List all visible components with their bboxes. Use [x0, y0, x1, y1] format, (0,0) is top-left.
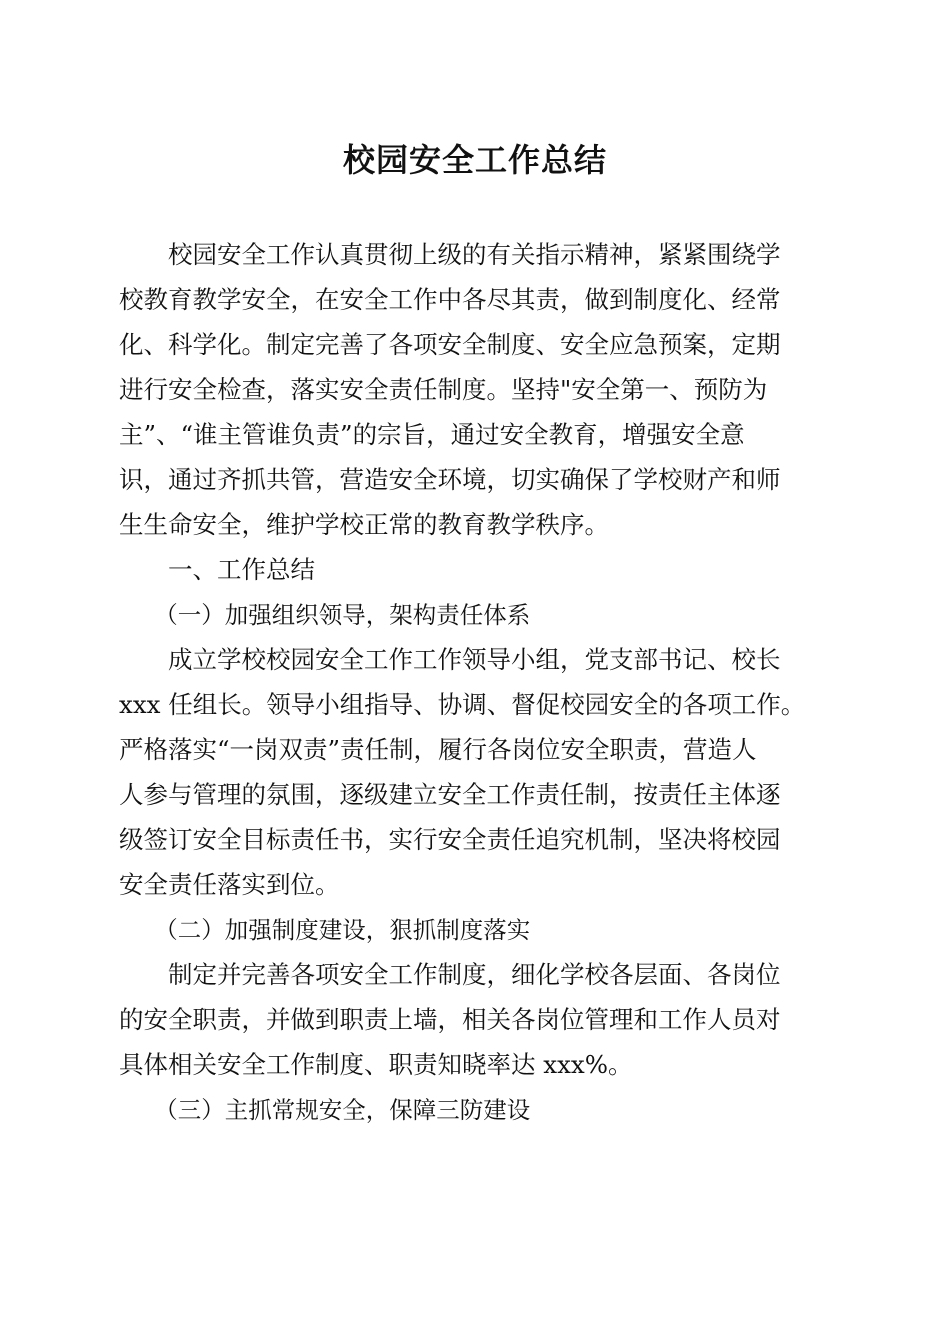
paragraph-line: 安全责任落实到位。	[119, 870, 340, 899]
subsection-heading: （三）主抓常规安全，保障三防建设	[119, 1096, 531, 1124]
section-heading: 一、工作总结	[119, 555, 315, 584]
paragraph-line: 化、科学化。制定完善了各项安全制度、安全应急预案，定期	[119, 330, 781, 359]
paragraph-line: 进行安全检查，落实安全责任制度。坚持"安全第一、预防为	[119, 375, 768, 404]
paragraph-line: 校园安全工作认真贯彻上级的有关指示精神，紧紧围绕学	[119, 240, 781, 269]
paragraph-line: 级签订安全目标责任书，实行安全责任追究机制，坚决将校园	[119, 825, 781, 854]
paragraph-line: xxx 任组长。领导小组指导、协调、督促校园安全的各项工作。	[119, 690, 806, 719]
paragraph-line: 识，通过齐抓共管，营造安全环境，切实确保了学校财产和师	[119, 465, 781, 494]
paragraph-line: 主”、“谁主管谁负责”的宗旨，通过安全教育，增强安全意	[119, 420, 745, 449]
paragraph-line: 严格落实“一岗双责”责任制，履行各岗位安全职责，营造人	[119, 735, 757, 764]
paragraph-line: 的安全职责，并做到职责上墙，相关各岗位管理和工作人员对	[119, 1005, 781, 1034]
paragraph-line: 成立学校校园安全工作工作领导小组，党支部书记、校长	[119, 645, 781, 674]
document-title: 校园安全工作总结	[342, 141, 607, 179]
paragraph-line: 具体相关安全工作制度、职责知晓率达 xxx%。	[119, 1050, 633, 1079]
paragraph-line: 人参与管理的氛围，逐级建立安全工作责任制，按责任主体逐	[119, 780, 781, 809]
paragraph-line: 生生命安全，维护学校正常的教育教学秩序。	[119, 510, 609, 539]
subsection-heading: （二）加强制度建设，狠抓制度落实	[119, 916, 531, 944]
paragraph-line: 制定并完善各项安全工作制度，细化学校各层面、各岗位	[119, 960, 781, 989]
paragraph-line: 校教育教学安全，在安全工作中各尽其责，做到制度化、经常	[119, 285, 781, 314]
subsection-heading: （一）加强组织领导，架构责任体系	[119, 601, 531, 629]
